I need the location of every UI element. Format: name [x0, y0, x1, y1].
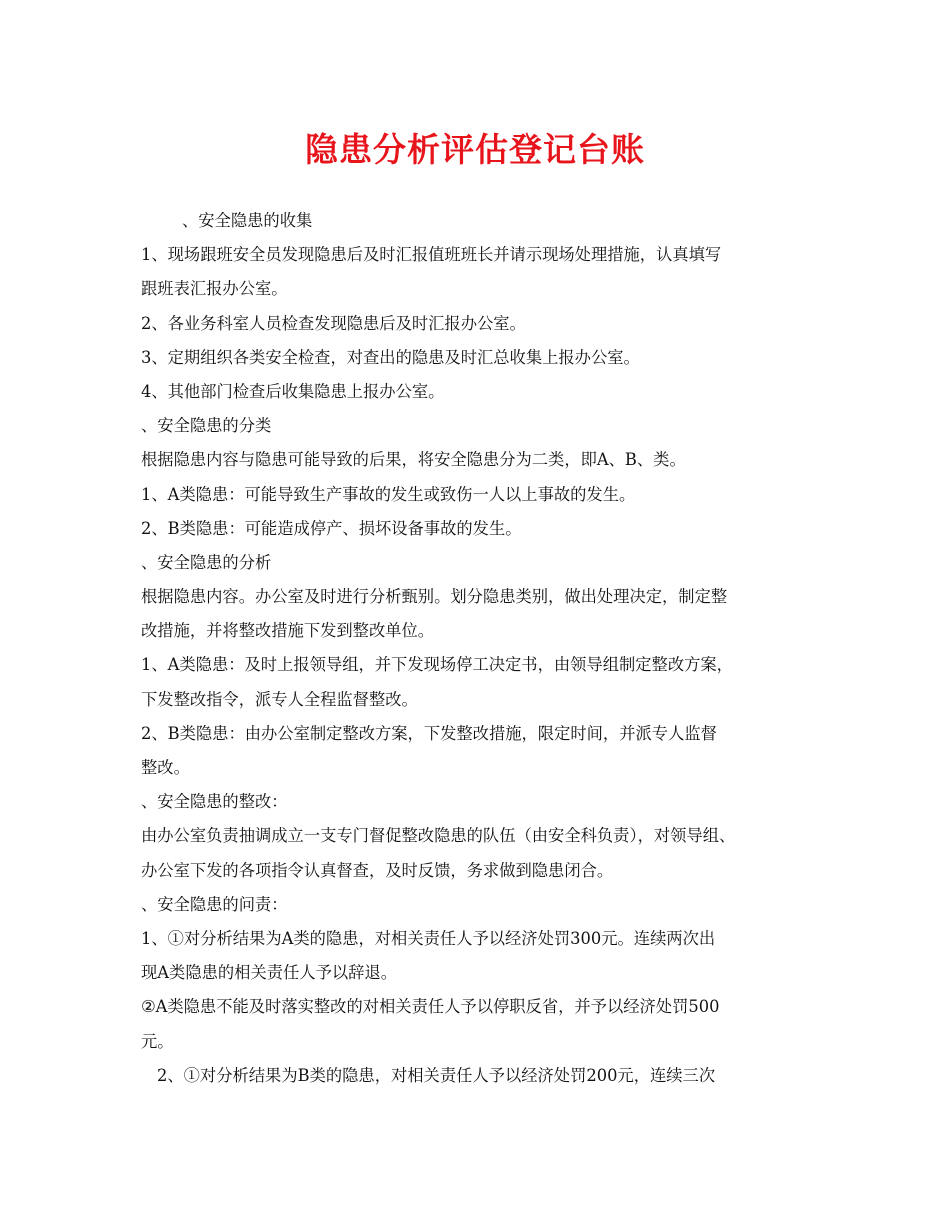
- paragraph-line: 1、A类隐患：可能导致生产事故的发生或致伤一人以上事故的发生。: [141, 484, 636, 504]
- paragraph-line: 根据隐患内容。办公室及时进行分析甄别。划分隐患类别，做出处理决定，制定整: [141, 587, 728, 607]
- section-heading-accountability: 、安全隐患的问责：: [141, 894, 288, 914]
- section-heading-analysis: 、安全隐患的分析: [141, 552, 272, 572]
- paragraph-line: 下发整改指令，派专人全程监督整改。: [141, 689, 418, 709]
- paragraph-line: 办公室下发的各项指令认真督查，及时反馈，务求做到隐患闭合。: [141, 860, 614, 880]
- paragraph-line: 改措施，并将整改措施下发到整改单位。: [141, 621, 435, 641]
- paragraph-line: 根据隐患内容与隐患可能导致的后果，将安全隐患分为二类，即A、B、类。: [141, 450, 686, 470]
- paragraph-line: 3、定期组织各类安全检查，对查出的隐患及时汇总收集上报办公室。: [141, 347, 640, 367]
- paragraph-line: 1、①对分析结果为A类的隐患，对相关责任人予以经济处罚300元。连续两次出: [141, 928, 716, 948]
- section-heading-classification: 、安全隐患的分类: [141, 416, 272, 436]
- paragraph-line: 元。: [141, 1031, 174, 1051]
- section-heading-collection: 、安全隐患的收集: [182, 211, 313, 230]
- paragraph-line: 4、其他部门检查后收集隐患上报办公室。: [141, 381, 445, 401]
- paragraph-line: 现A类隐患的相关责任人予以辞退。: [141, 963, 397, 983]
- paragraph-line: 2、①对分析结果为B类的隐患，对相关责任人予以经济处罚200元，连续三次: [157, 1065, 716, 1085]
- paragraph-line: 2、各业务科室人员检查发现隐患后及时汇报办公室。: [141, 313, 526, 333]
- paragraph-line: 跟班表汇报办公室。: [141, 279, 288, 299]
- paragraph-line: 整改。: [141, 758, 190, 777]
- document-title: 隐患分析评估登记台账: [305, 130, 645, 169]
- document-body: [141, 204, 831, 1093]
- section-heading-rectification: 、安全隐患的整改：: [141, 792, 288, 812]
- paragraph-line: 1、现场跟班安全员发现隐患后及时汇报值班班长并请示现场处理措施，认真填写: [141, 245, 722, 265]
- paragraph-line: 2、B类隐患：由办公室制定整改方案，下发整改措施，限定时间，并派专人监督: [141, 723, 717, 743]
- paragraph-line: ②A类隐患不能及时落实整改的对相关责任人予以停职反省，并予以经济处罚500: [141, 997, 720, 1017]
- paragraph-line: 由办公室负责抽调成立一支专门督促整改隐患的队伍（由安全科负责），对领导组、: [141, 826, 736, 846]
- paragraph-line: 2、B类隐患：可能造成停产、损坏设备事故的发生。: [141, 518, 522, 538]
- paragraph-line: 1、A类隐患：及时上报领导组，并下发现场停工决定书，由领导组制定整改方案，: [141, 655, 733, 675]
